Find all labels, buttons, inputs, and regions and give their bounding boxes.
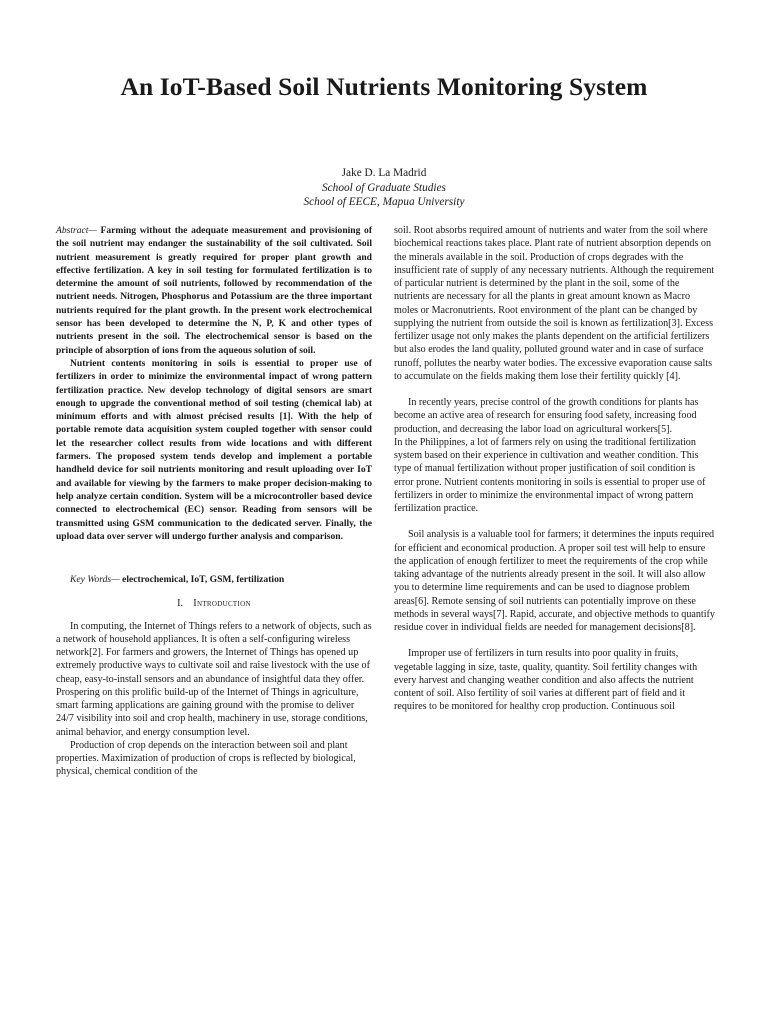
section-title: Introduction — [193, 598, 251, 610]
body-paragraph: Soil analysis is a valuable tool for farmers; it determines the inputs required for efficient and economical production. A proper soil test will help to ensure the application of enough fertilizer to meet the requirements of the crop while taking advantage of the nutrients already present in the soil. It will also allow you to determine lime requirements and can be used to diagnose problem areas[6]. Remote sensing of soil nutrients can potentially improve on these methods in several ways[7]. Rapid, accurate, and objective methods to quantify residue cover in individual fields are needed for management decisions[8]. — [394, 529, 715, 633]
paper-title: An IoT-Based Soil Nutrients Monitoring System — [120, 72, 648, 101]
abstract-paragraph-1 — [56, 224, 372, 357]
body-paragraph: In the Philippines, a lot of farmers rely on using the traditional fertilization system based on their experience in cultivation and weather condition. This type of manual fertilization without proper justification of soil condition is error prone. Nutrient contents monitoring in soils is essential to proper use of fertilizers in order to minimize the environmental impact of wrong pattern fertilization practice. — [394, 436, 706, 514]
right-column — [394, 224, 716, 714]
author-block — [0, 166, 768, 210]
author-affiliation-2: School of EECE, Mapua University — [303, 196, 465, 208]
body-paragraph: In recently years, precise control of the growth conditions for plants has become an active area of research for ensuring food safety, increasing food production, and decreasing the labor load on agricultural workers[5]. — [394, 397, 699, 435]
section-heading — [56, 597, 372, 610]
author-affiliation-1: School of Graduate Studies — [322, 181, 446, 194]
keywords — [56, 573, 372, 586]
keywords-lead: Key Words— — [70, 574, 120, 586]
abstract-lead: Abstract— — [56, 225, 97, 236]
abstract-text-1: Farming without the adequate measurement and provisioning of the soil nutrient may endanger the sustainability of the soil cultivated. Soil nutrient measurement is greatly required for proper plant growth and effective fertilization. A key in soil testing for formulated fertilization is to determine the amount of soil nutrients, followed by recommendation of the nutrient needs. Nitrogen, Phosphorus and Potassium are the three important nutrients required for the plant growth. In the present work electrochemical sensor has been developed to determine the N, P, K and other types of nutrients present in the soil. The electrochemical sensor is based on the principle of absorption of ions from the aqueous solution of soil. — [56, 225, 372, 356]
body-paragraph: soil. Root absorbs required amount of nutrients and water from the soil where biochemical reactions takes place. Plant rate of nutrient absorption depends on the minerals available in the soil. Production of crops degrades with the insufficient rate of supply of any necessary nutrients. Although the requirement of particular nutrient is determined by the plant in the soil, some of the nutrients are necessary for all the plants in great amount known as Macro moles or Macronutrients. Root environment of the plant can be changed by supplying the nutrient from outside the soil is known as fertilization[3]. Excess fertilizer usage not only makes the plants dependent on the artificial fertilizers but also erodes the land quality, polluted ground water and in case of surface runoff, pollutes the nearby water bodies. The excessive evaporation cause salts to accumulate on the fields making them lose their fertility quickly [4]. — [394, 225, 715, 382]
author-name: Jake D. La Madrid — [341, 167, 427, 179]
body-paragraph: In computing, the Internet of Things refers to a network of objects, such as a network of household appliances. It is often a self-configuring wireless network[2]. For farmers and growers, the Internet of Things has opened up extremely productive ways to cultivate soil and raise livestock with the use of cheap, easy-to-install sensors and an abundance of insightful data they offer. Prospering on this prolific build-up of the Internet of Things in agriculture, smart farming applications are gaining ground with the promise to deliver 24/7 visibility into soil and crop health, machinery in use, storage conditions, animal behavior, and energy consumption level. — [56, 620, 372, 738]
left-column — [56, 224, 372, 779]
section-number: I. — [177, 598, 184, 610]
abstract-paragraph-2: Nutrient contents monitoring in soils is essential to proper use of fertilizers in order to minimize the environmental impact of wrong pattern fertilization practice. New develop technology of digital sensors are smart enough to upgrade the conventional method of soil testing (chemical lab) at minimum efforts and with almost précised results [1]. With the help of portable remote data acquisition system coupled together with sensor could let the researcher collect results from wide locations and with different farmers. The proposed system tends develop and implement a portable handheld device for soil nutrients monitoring and result uploading over IoT and available for viewing by the farmers to make proper decision-making to help analyze certain condition. System will be a microcontroller based device connected to electrochemical (EC) sensor. Reading from sensors will be transmitted using GSM communication to the dedicated server. Finally, the upload data over server will undergo further analysis and comparison. — [56, 357, 372, 542]
keywords-text: electrochemical, IoT, GSM, fertilization — [119, 574, 285, 586]
body-paragraph: Improper use of fertilizers in turn results into poor quality in fruits, vegetable lagging in size, taste, quality, quantity. Soil fertility changes with every harvest and changing weather condition and also affects the nutrient content of soil. Also fertility of soil varies at different part of field and it requires to be monitored for healthy crop production. Continuous soil — [394, 648, 698, 713]
body-paragraph: Production of crop depends on the interaction between soil and plant properties. Maximization of production of crops is reflected by biological, physical, chemical condition of the — [56, 739, 356, 778]
